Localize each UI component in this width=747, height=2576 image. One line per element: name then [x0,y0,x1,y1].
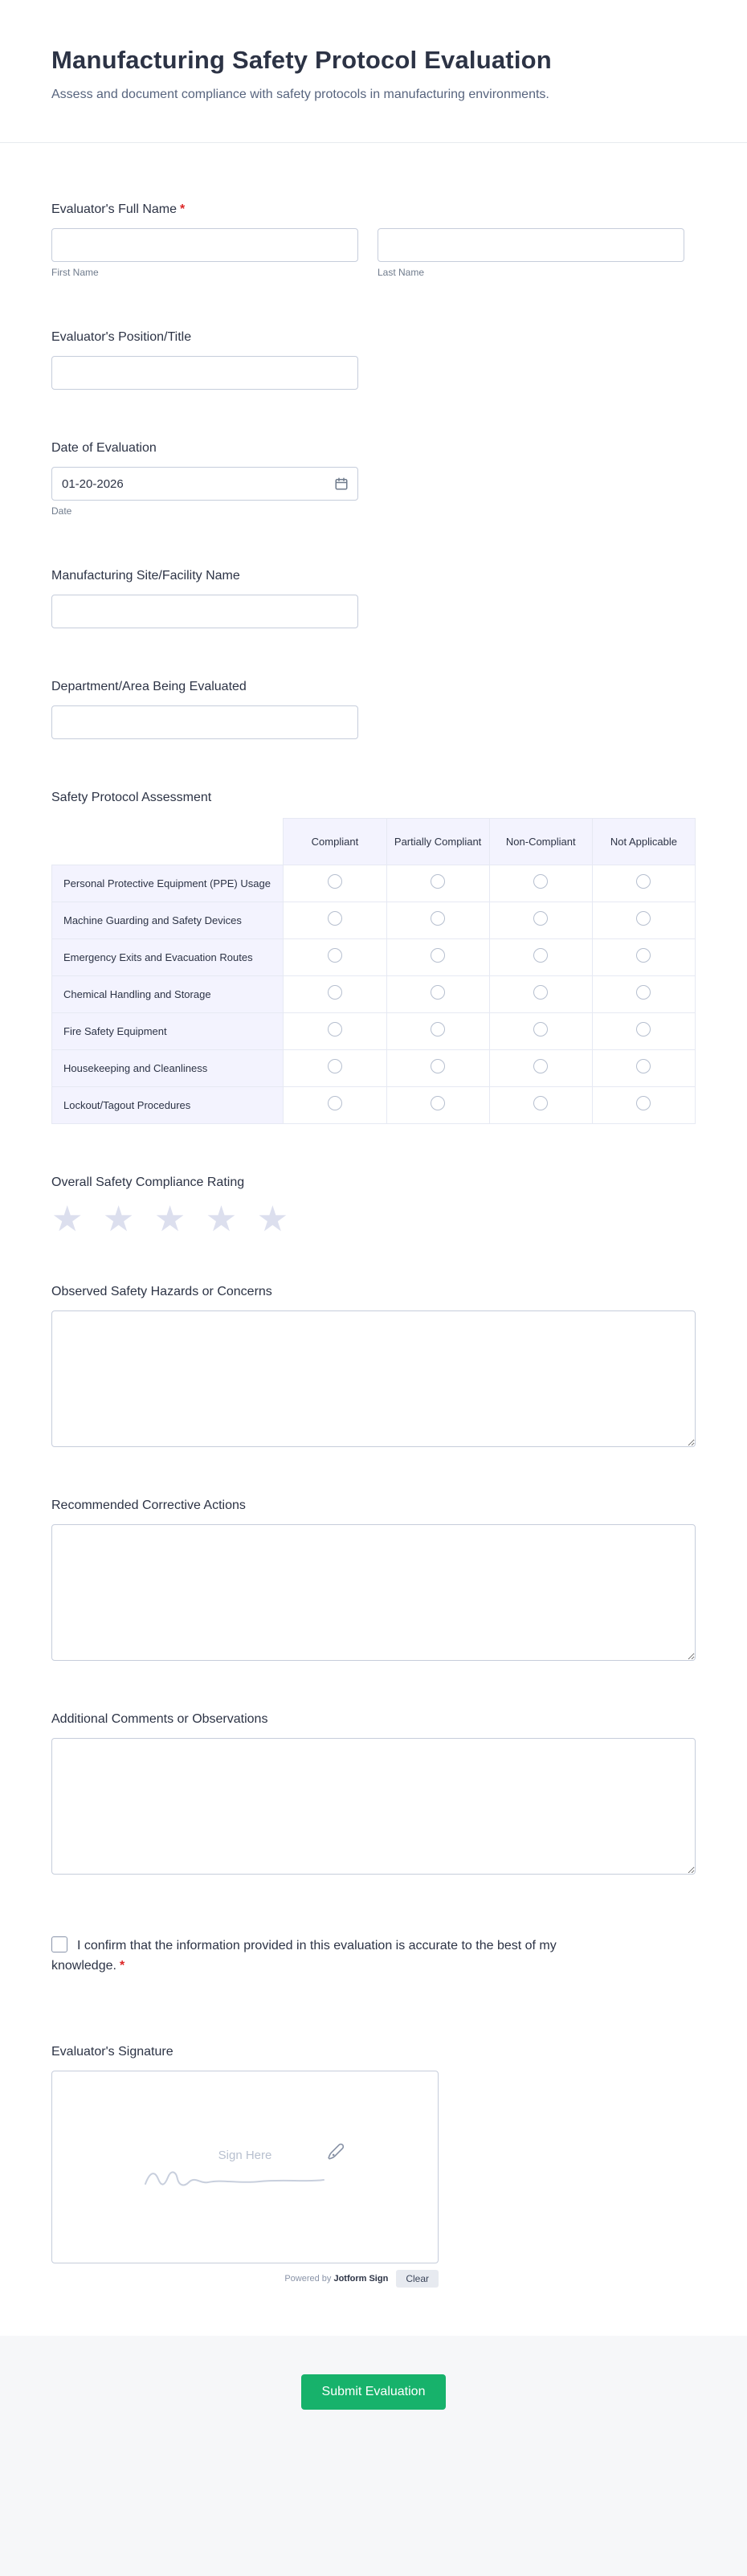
required-asterisk: * [180,202,186,216]
date-input-wrap [51,467,358,501]
field-assessment-matrix [51,789,696,1124]
matrix-header-row [52,819,696,865]
star-icon[interactable]: ★ [102,1200,135,1239]
site-label: Manufacturing Site/Facility Name [51,569,240,583]
radio-button[interactable] [431,911,445,926]
corrective-label: Recommended Corrective Actions [51,1499,246,1512]
confirm-label: I confirm that the information provided in this evaluation is accurate to the best of my knowledge. [51,1939,557,1973]
radio-button[interactable] [533,948,548,963]
radio-button[interactable] [533,911,548,926]
confirm-row [51,1936,582,1976]
comments-textarea[interactable] [51,1738,696,1875]
matrix-col-not-applicable: Not Applicable [592,819,695,865]
matrix-row-label: Machine Guarding and Safety Devices [52,902,284,939]
radio-button[interactable] [431,1096,445,1110]
matrix-row [52,1013,696,1050]
radio-button[interactable] [431,985,445,1000]
position-label: Evaluator's Position/Title [51,330,192,344]
radio-button[interactable] [431,1022,445,1037]
matrix-row-label: Fire Safety Equipment [52,1013,284,1050]
position-input[interactable] [51,356,358,390]
field-hazards [51,1283,696,1447]
radio-button[interactable] [636,948,651,963]
radio-button[interactable] [328,874,342,889]
star-icon[interactable]: ★ [51,1200,84,1239]
first-name-input[interactable] [51,228,358,262]
matrix-row-label: Lockout/Tagout Procedures [52,1087,284,1124]
form-header [0,0,747,143]
form-title: Manufacturing Safety Protocol Evaluation [51,46,552,74]
matrix-corner-cell [52,819,284,865]
field-department [51,678,696,739]
full-name-label [51,201,696,219]
required-asterisk: * [119,1959,125,1973]
radio-button[interactable] [328,948,342,963]
clear-signature-button[interactable]: Clear [396,2270,439,2288]
date-input[interactable] [51,467,358,501]
signature-label: Evaluator's Signature [51,2045,173,2059]
signature-pad[interactable] [51,2071,439,2263]
last-name-sublabel: Last Name [378,267,425,278]
radio-button[interactable] [533,1059,548,1073]
matrix-row-label: Emergency Exits and Evacuation Routes [52,939,284,976]
radio-button[interactable] [431,1059,445,1073]
field-rating [51,1174,696,1238]
hazards-label: Observed Safety Hazards or Concerns [51,1285,272,1298]
matrix-row [52,1087,696,1124]
corrective-textarea[interactable] [51,1524,696,1661]
radio-button[interactable] [636,985,651,1000]
radio-button[interactable] [431,948,445,963]
form-body [0,143,747,2288]
field-site [51,567,696,628]
matrix-row [52,939,696,976]
matrix-row [52,902,696,939]
radio-button[interactable] [328,1059,342,1073]
pen-icon [327,2141,348,2165]
radio-button[interactable] [533,1022,548,1037]
full-name-label-text: Evaluator's Full Name [51,202,177,216]
radio-button[interactable] [328,985,342,1000]
last-name-input[interactable] [378,228,684,262]
sign-here-placeholder: Sign Here [218,2149,272,2162]
radio-button[interactable] [636,1096,651,1110]
name-row [51,228,696,279]
field-corrective [51,1497,696,1661]
matrix-row [52,865,696,902]
radio-button[interactable] [328,911,342,926]
matrix-col-non-compliant: Non-Compliant [489,819,592,865]
star-rating [51,1201,696,1238]
radio-button[interactable] [636,911,651,926]
radio-button[interactable] [636,1059,651,1073]
signature-squiggle [142,2166,327,2194]
field-position [51,329,696,390]
form-subtitle: Assess and document compliance with safety protocols in manufacturing environments. [51,88,549,101]
field-signature [51,2043,696,2288]
star-icon[interactable]: ★ [205,1200,238,1239]
powered-by-text [284,2274,388,2284]
form-footer [0,2336,747,2576]
radio-button[interactable] [328,1022,342,1037]
powered-by-prefix: Powered by [284,2274,332,2284]
radio-button[interactable] [636,1022,651,1037]
matrix-col-compliant: Compliant [284,819,386,865]
matrix-row [52,976,696,1013]
star-icon[interactable]: ★ [153,1200,186,1239]
matrix-label: Safety Protocol Assessment [51,791,212,804]
field-date [51,440,696,517]
last-name-group [378,228,684,279]
submit-button[interactable]: Submit Evaluation [301,2374,447,2410]
department-input[interactable] [51,705,358,739]
matrix-row [52,1050,696,1087]
department-label: Department/Area Being Evaluated [51,680,247,693]
field-comments [51,1711,696,1875]
matrix-row-label: Housekeeping and Cleanliness [52,1050,284,1087]
radio-button[interactable] [533,1096,548,1110]
calendar-icon[interactable] [334,476,349,491]
radio-button[interactable] [533,874,548,889]
assessment-matrix [51,818,696,1124]
date-sublabel: Date [51,505,72,517]
matrix-row-label: Chemical Handling and Storage [52,976,284,1013]
confirm-checkbox[interactable] [51,1936,67,1952]
star-icon[interactable]: ★ [256,1200,289,1239]
comments-label: Additional Comments or Observations [51,1712,268,1726]
signature-footer [51,2270,439,2288]
matrix-row-label: Personal Protective Equipment (PPE) Usage [52,865,284,902]
jotform-sign-brand: Jotform Sign [333,2274,389,2284]
date-label: Date of Evaluation [51,441,157,455]
rating-label: Overall Safety Compliance Rating [51,1176,245,1189]
radio-button[interactable] [431,874,445,889]
matrix-col-partially-compliant: Partially Compliant [386,819,489,865]
radio-button[interactable] [328,1096,342,1110]
field-confirm [51,1936,696,1976]
field-full-name [51,201,696,279]
first-name-group [51,228,358,279]
hazards-textarea[interactable] [51,1310,696,1447]
first-name-sublabel: First Name [51,267,99,278]
site-input[interactable] [51,595,358,628]
radio-button[interactable] [636,874,651,889]
radio-button[interactable] [533,985,548,1000]
